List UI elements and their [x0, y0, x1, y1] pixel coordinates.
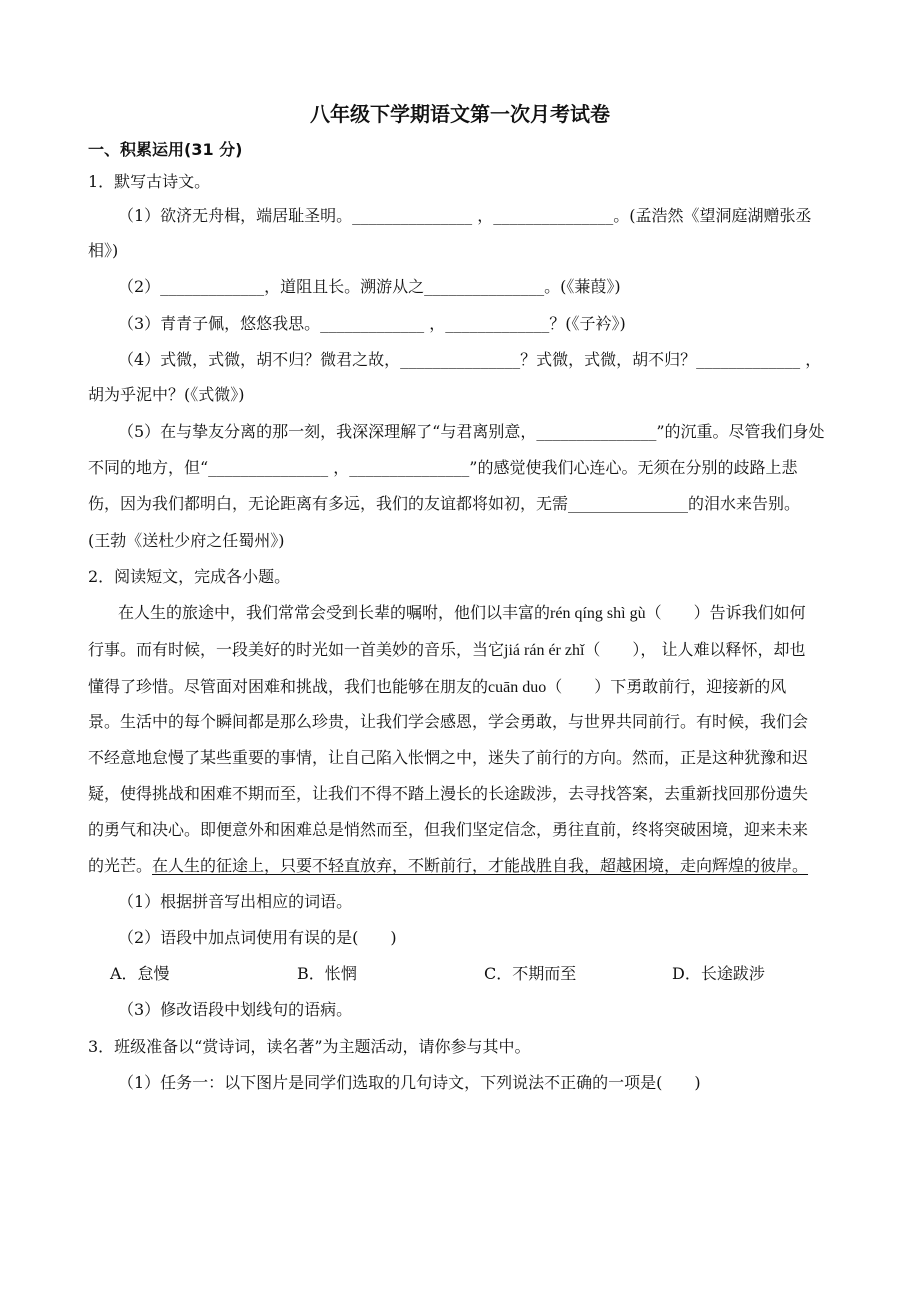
answer-blank: （ ）， 让人难以释怀，却也 [584, 640, 806, 659]
passage-line-3 [88, 676, 863, 699]
question-1-stem: 1．默写古诗文。 [88, 172, 211, 191]
passage-line-1 [118, 602, 863, 625]
passage-text: 行事。而有时候，一段美好的时光如一首美妙的音乐，当它 [88, 640, 505, 659]
q1-item-1: （1）欲济无舟楫，端居耻圣明。_______________ ，_______________。(孟浩然《望洞庭湖赠张丞 [118, 206, 812, 225]
passage-line-8 [88, 855, 863, 877]
q1-item-5: （5）在与挚友分离的那一刻，我深深理解了“与君离别意，_______________”的沉重。尽管我们身处 [118, 422, 825, 441]
answer-blank: （ ）下勇敢前行，迎接新的风 [546, 677, 787, 696]
passage-text: 在人生的旅途中，我们常常会受到长辈的嘱咐，他们以丰富的 [118, 603, 551, 622]
q1-item-2: （2）_____________，道阻且长。溯游从之_______________。(《蒹葭》) [118, 277, 621, 296]
exam-title: 八年级下学期语文第一次月考试卷 [310, 102, 610, 126]
option-c: C．不期而至 [484, 964, 577, 983]
pinyin-1: rén qíng shì gù [550, 605, 646, 622]
q1-item-5-line-3: 伤，因为我们都明白，无论距离有多远，我们的友谊都将如初，无需_______________的泪水来告别。 [88, 494, 801, 513]
q2-sub-1: （1）根据拼音写出相应的词语。 [118, 892, 353, 911]
q1-item-1-cont: 相》) [88, 241, 119, 260]
passage-line-7: 的勇气和决心。即便意外和困难总是悄然而至，但我们坚定信念，勇往直前，终将突破困境，迎来未来 [88, 820, 809, 839]
q1-item-5-line-2: 不同的地方，但“_______________ ，_______________”的感觉使我们心连心。无须在分别的歧路上悲 [88, 458, 798, 477]
section-heading: 一、积累运用(31 分) [88, 140, 243, 159]
q1-item-4-cont: 胡为乎泥中？(《式微》) [88, 385, 245, 404]
q2-sub-2: （2）语段中加点词使用有误的是( ) [118, 928, 397, 947]
passage-line-4: 景。生活中的每个瞬间都是那么珍贵，让我们学会感恩，学会勇敢，与世界共同前行。有时候，我们会 [88, 712, 809, 731]
question-2-stem: 2．阅读短文，完成各小题。 [88, 567, 291, 586]
q1-item-4: （4）式微，式微，胡不归？微君之故，_______________？式微，式微，胡不归？_____________ ， [118, 350, 822, 369]
question-3-stem: 3．班级准备以“赏诗词，读名著”为主题活动，请你参与其中。 [88, 1037, 531, 1056]
pinyin-2: jiá rán ér zhǐ [504, 642, 585, 659]
passage-line-2 [88, 639, 863, 662]
underlined-sentence: 在人生的征途上，只要不轻直放弃，不断前行，才能战胜自我，超越困境，走向辉煌的彼岸。 [152, 856, 809, 875]
passage-text: 懂得了珍惜。尽管面对困难和挑战，我们也能够在朋友的 [88, 677, 489, 696]
option-b: B．怅惘 [297, 964, 357, 983]
passage-line-6: 疑，使得挑战和困难不期而至，让我们不得不踏上漫长的长途跋涉，去寻找答案，去重新找回那份遗失 [88, 784, 809, 803]
passage-line-5: 不经意地怠慢了某些重要的事情，让自己陷入怅惘之中，迷失了前行的方向。然而，正是这种犹豫和迟 [88, 748, 809, 767]
q3-sub-1: （1）任务一：以下图片是同学们选取的几句诗文，下列说法不正确的一项是( ) [118, 1073, 701, 1092]
passage-text: 的光芒。 [88, 856, 153, 875]
q1-item-5-source: (王勃《送杜少府之任蜀州》) [88, 531, 285, 550]
q1-item-3: （3）青青子佩，悠悠我思。_____________ ，_____________？(《子衿》) [118, 314, 626, 333]
option-a: A．怠慢 [110, 964, 170, 983]
option-d: D．长途跋涉 [672, 964, 765, 983]
q2-sub-3: （3）修改语段中划线句的语病。 [118, 1000, 353, 1019]
answer-blank: （ ）告诉我们如何 [645, 603, 806, 622]
pinyin-3: cuān duo [488, 679, 547, 696]
